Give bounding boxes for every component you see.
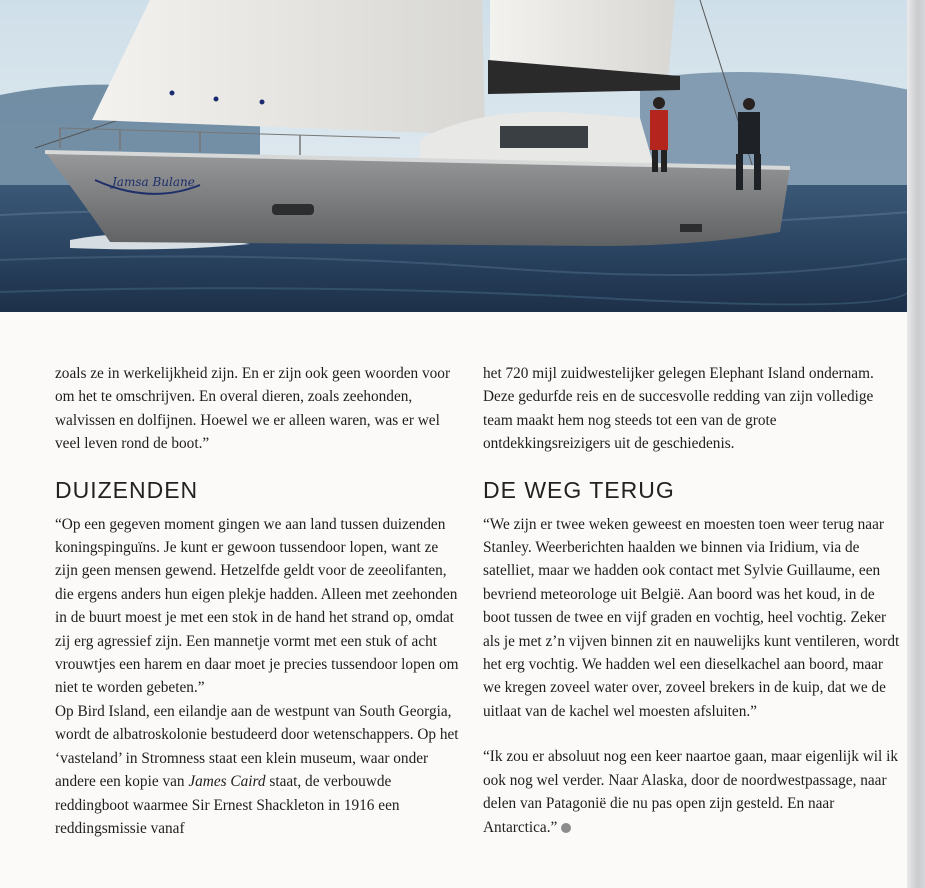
paragraph-text: “Ik zou er absoluut nog een keer naartoe gaan, maar eigenlijk wil ik ook nog wel verder. Naar Alaska, door de noordwestpassage, naar delen van Patagonië die nu pas open zijn gesteld. En naar Antarctica.” xyxy=(483,748,898,836)
paragraph: zoals ze in werkelijkheid zijn. En er zijn ook geen woorden voor om het te omschrijven. En overal dieren, zoals zeehonden, walvissen en dolfijnen. Hoewel we er alleen waren, was er wel veel leven rond de boot.” xyxy=(55,365,451,453)
page-gutter-shadow xyxy=(907,0,925,888)
paragraph: “We zijn er twee weken geweest en moesten toen weer terug naar Stanley. Weerberichten haalden we binnen via Iridium, via de satelliet, maar we hadden ook contact met Sylvie Guillaume, een bevriend meteorologe uit België. Aan boord was het koud, in de boot tussen de twee en vijf graden en vochtig, heel vochtig. Zeker als je met z’n vijven binnen zit en nauwelijks kunt ventileren, wordt het erg vochtig. We hadden wel een dieselkachel aan boord, maar we kregen zoveel water over, zoveel brekers in de kuip, dat we de uitlaat van de kachel wel moesten afsluiten.” xyxy=(483,515,900,720)
paragraph: het 720 mijl zuidwestelijker gelegen Elephant Island ondernam. Deze gedurfde reis en de succesvolle redding van zijn volledige team maakt hem nog steeds tot een van de grote ontdekkingsreizigers uit de geschiedenis. xyxy=(483,365,874,453)
paragraph xyxy=(55,700,460,840)
end-of-article-dot-icon xyxy=(561,823,571,833)
sailboat-photo xyxy=(0,0,910,312)
hull-name: Jamsa Bulane xyxy=(112,175,195,189)
left-column xyxy=(55,362,460,840)
section-heading-duizenden: DUIZENDEN xyxy=(55,476,199,503)
paragraph-text: Op Bird Island, een eilandje aan de westpunt van South Georgia, wordt de albatroskolonie bestudeerd door wetenschappers. Op het ‘vasteland’ in Stromness staat een klein museum, waar onder andere een kopie van xyxy=(55,702,459,791)
paragraph-text: staat, de verbouwde reddingboot waarmee Sir Ernest Shackleton in 1916 een reddingsmissie vanaf xyxy=(55,773,400,837)
boat-name-italic: James Caird xyxy=(188,773,266,791)
section-heading-de-weg-terug: DE WEG TERUG xyxy=(483,476,675,503)
sailboat-illustration xyxy=(0,0,910,312)
paragraph xyxy=(483,745,903,839)
paragraph: “Op een gegeven moment gingen we aan land tussen duizenden koningspinguïns. Je kunt er gewoon tussendoor lopen, want ze zijn geen mensen gewend. Hetzelfde geldt voor de zeeolifanten, die ergens anders hun eigen plekje hadden. Alleen met zeehonden in de buurt moest je met een stok in de hand het strand op, omdat zij erg agressief zijn. Een mannetje vormt met een stuk of acht vrouwtjes een harem en daar moet je precies tussendoor lopen om niet te worden gebeten.” xyxy=(55,515,459,697)
right-column xyxy=(483,362,903,839)
